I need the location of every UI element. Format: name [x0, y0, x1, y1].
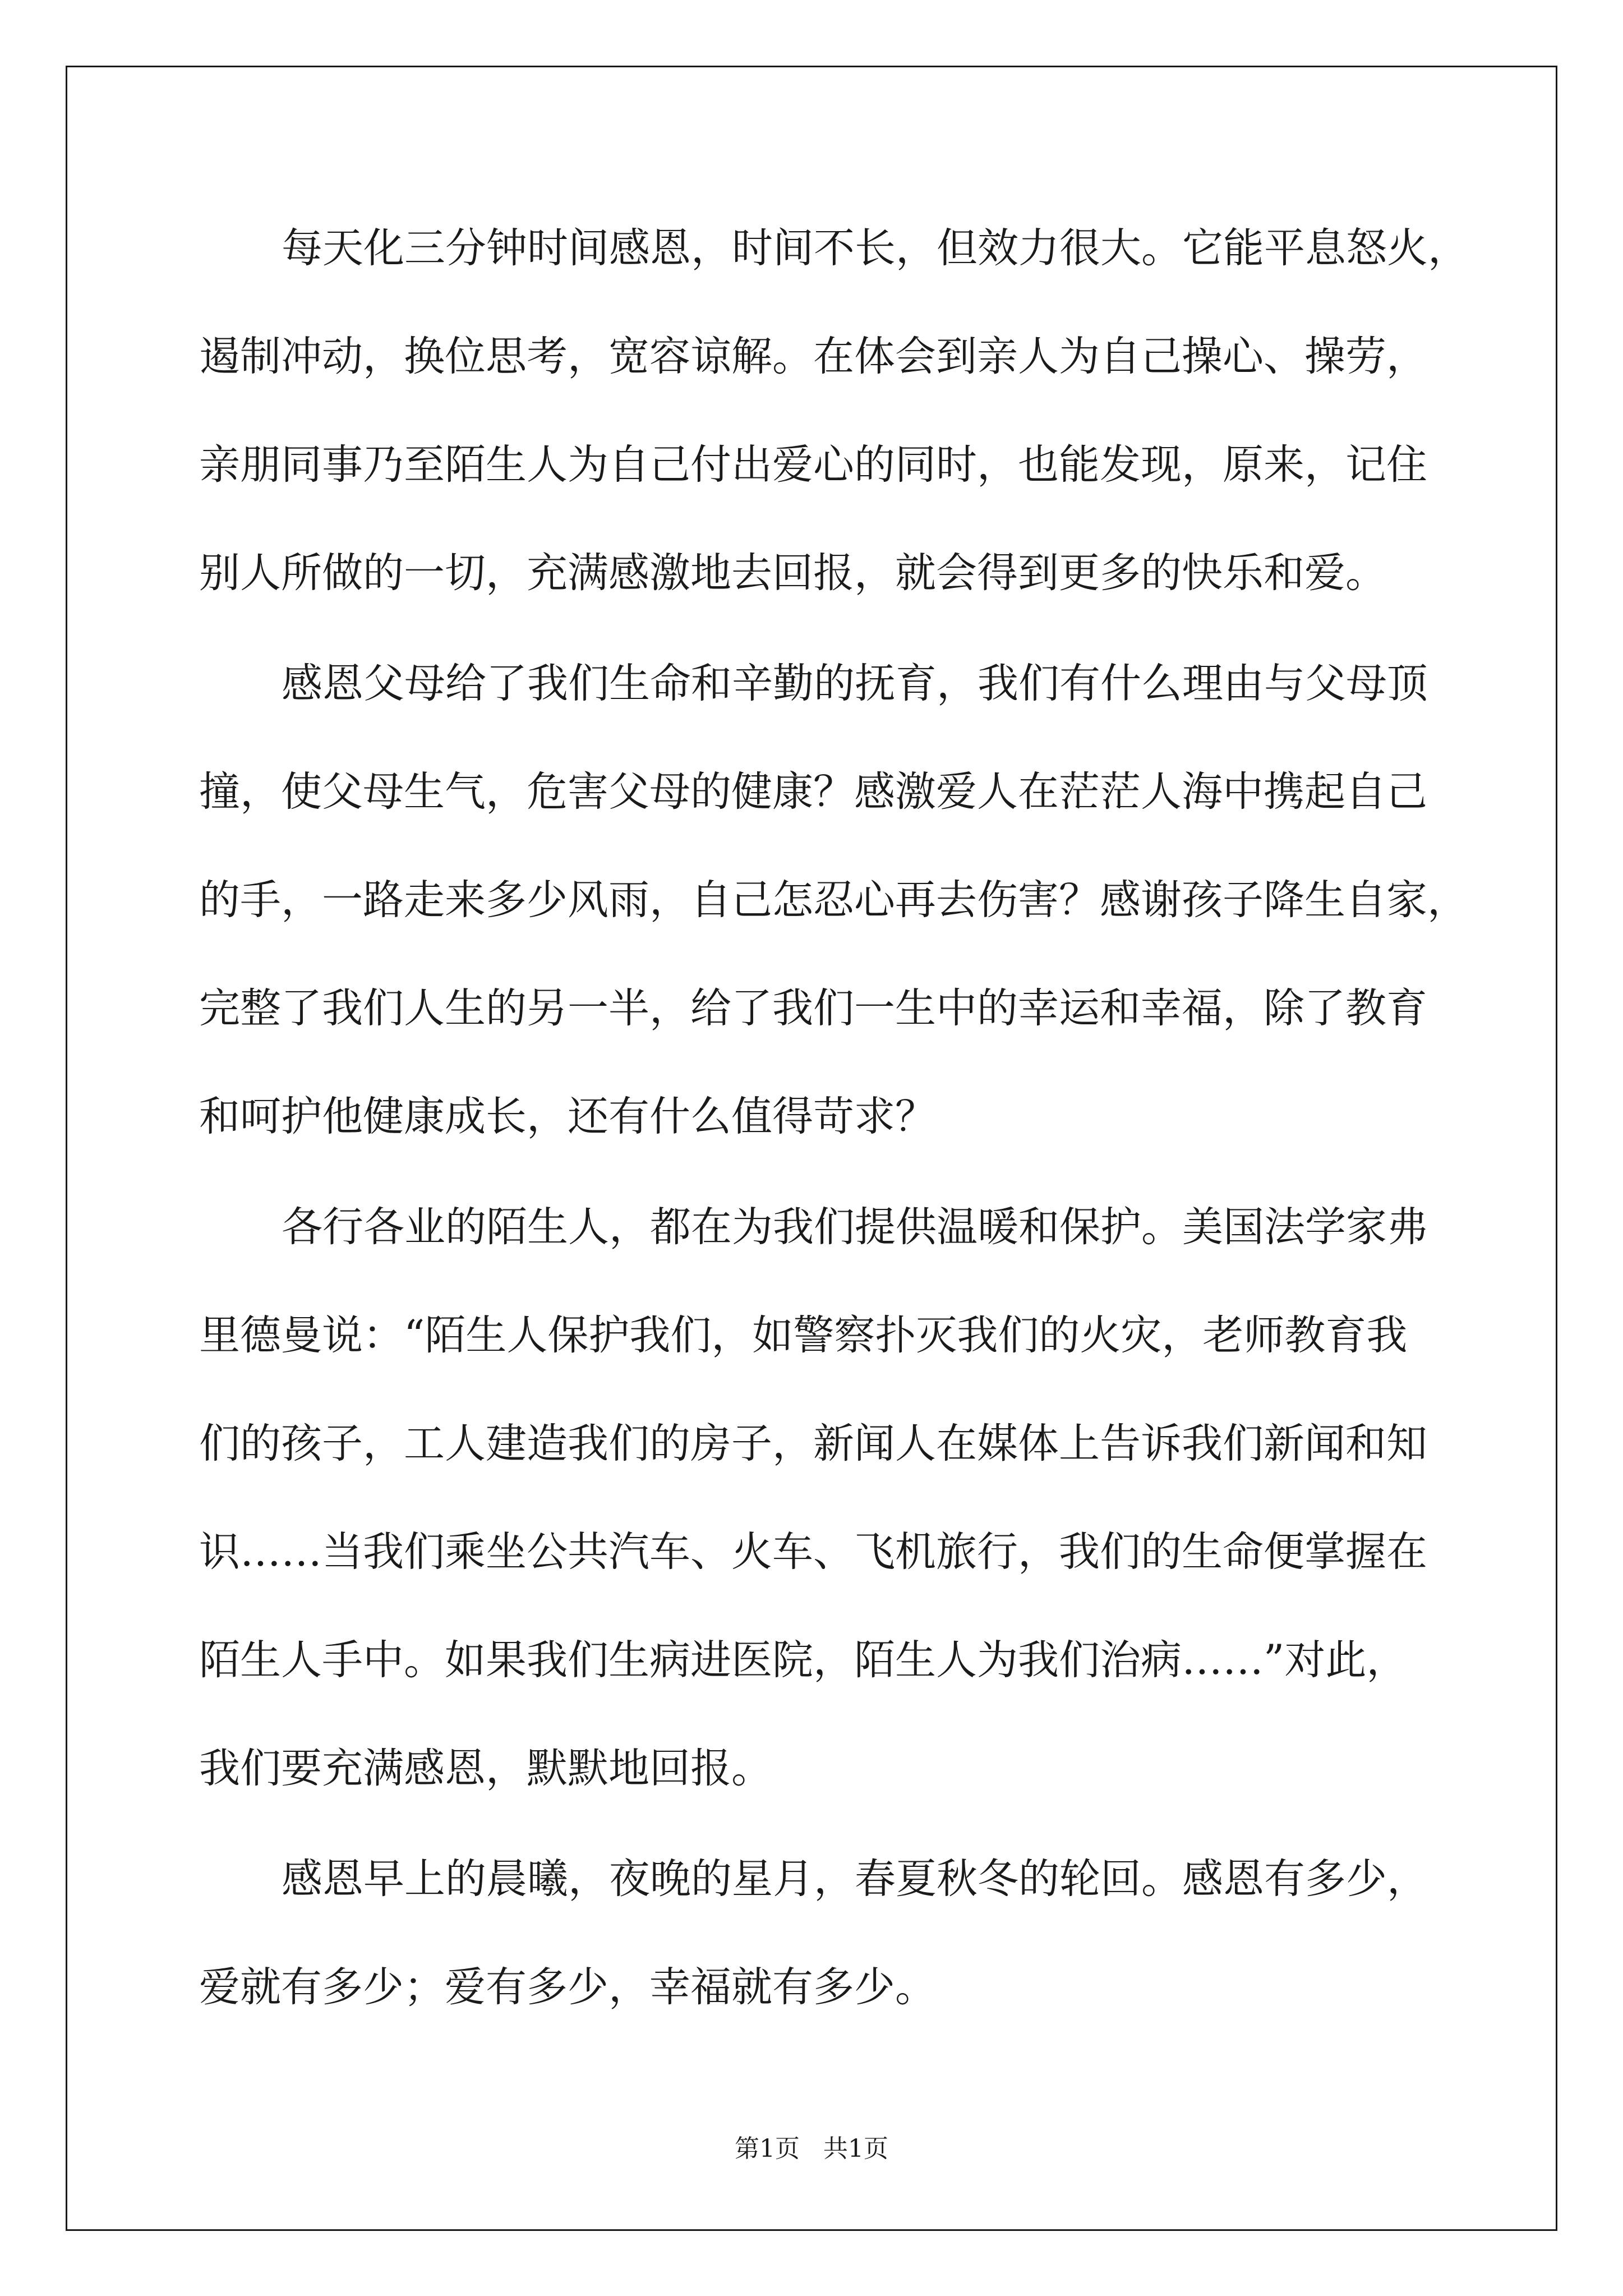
paragraph-line: 感恩早上的晨曦，夜晚的星月，春夏秋冬的轮回。感恩有多少， — [282, 1855, 1428, 1903]
paragraph-line: 别人所做的一切，充满感激地去回报，就会得到更多的快乐和爱。 — [199, 549, 1386, 597]
paragraph-line: 各行各业的陌生人，都在为我们提供温暖和保护。美国法学家弗 — [282, 1203, 1428, 1251]
paragraph-2 — [199, 657, 1468, 1198]
paragraph-line: 爱就有多少；爱有多少，幸福就有多少。 — [199, 1963, 936, 2011]
paragraph-3 — [199, 1200, 1433, 1850]
paragraph-line: 陌生人手中。如果我们生病进医院，陌生人为我们治病……”对此， — [199, 1636, 1408, 1684]
paragraph-line: 和呵护他健康成长，还有什么值得苛求？ — [199, 1093, 936, 1140]
paragraph-line: 的手，一路走来多少风雨，自己怎忍心再去伤害？感谢孩子降生自家， — [199, 876, 1468, 924]
paragraph-4 — [199, 1852, 1433, 2069]
paragraph-line: 感恩父母给了我们生命和辛勤的抚育，我们有什么理由与父母顶 — [282, 660, 1428, 707]
document-body — [199, 222, 1469, 2071]
paragraph-line: 每天化三分钟时间感恩，时间不长，但效力很大。它能平息怒火， — [282, 224, 1469, 272]
page-number-footer: 第1页 共1页 — [735, 2134, 888, 2163]
paragraph-line: 遏制冲动，换位思考，宽容谅解。在体会到亲人为自己操心、操劳， — [199, 333, 1427, 380]
paragraph-line: 完整了我们人生的另一半，给了我们一生中的幸运和幸福，除了教育 — [199, 984, 1427, 1032]
paragraph-line: 们的孩子，工人建造我们的房子，新闻人在媒体上告诉我们新闻和知 — [199, 1420, 1427, 1467]
paragraph-line: 撞，使父母生气，危害父母的健康？感激爱人在茫茫人海中携起自己 — [199, 768, 1427, 816]
paragraph-line: 里德曼说：“陌生人保护我们，如警察扑灭我们的火灾，老师教育我 — [199, 1312, 1408, 1359]
paragraph-line: 我们要充满感恩，默默地回报。 — [199, 1745, 772, 1792]
paragraph-line: 识……当我们乘坐公共汽车、火车、飞机旅行，我们的生命便掌握在 — [199, 1528, 1427, 1576]
paragraph-line: 亲朋同事乃至陌生人为自己付出爱心的同时，也能发现，原来，记住 — [199, 441, 1427, 489]
paragraph-1 — [199, 222, 1469, 655]
